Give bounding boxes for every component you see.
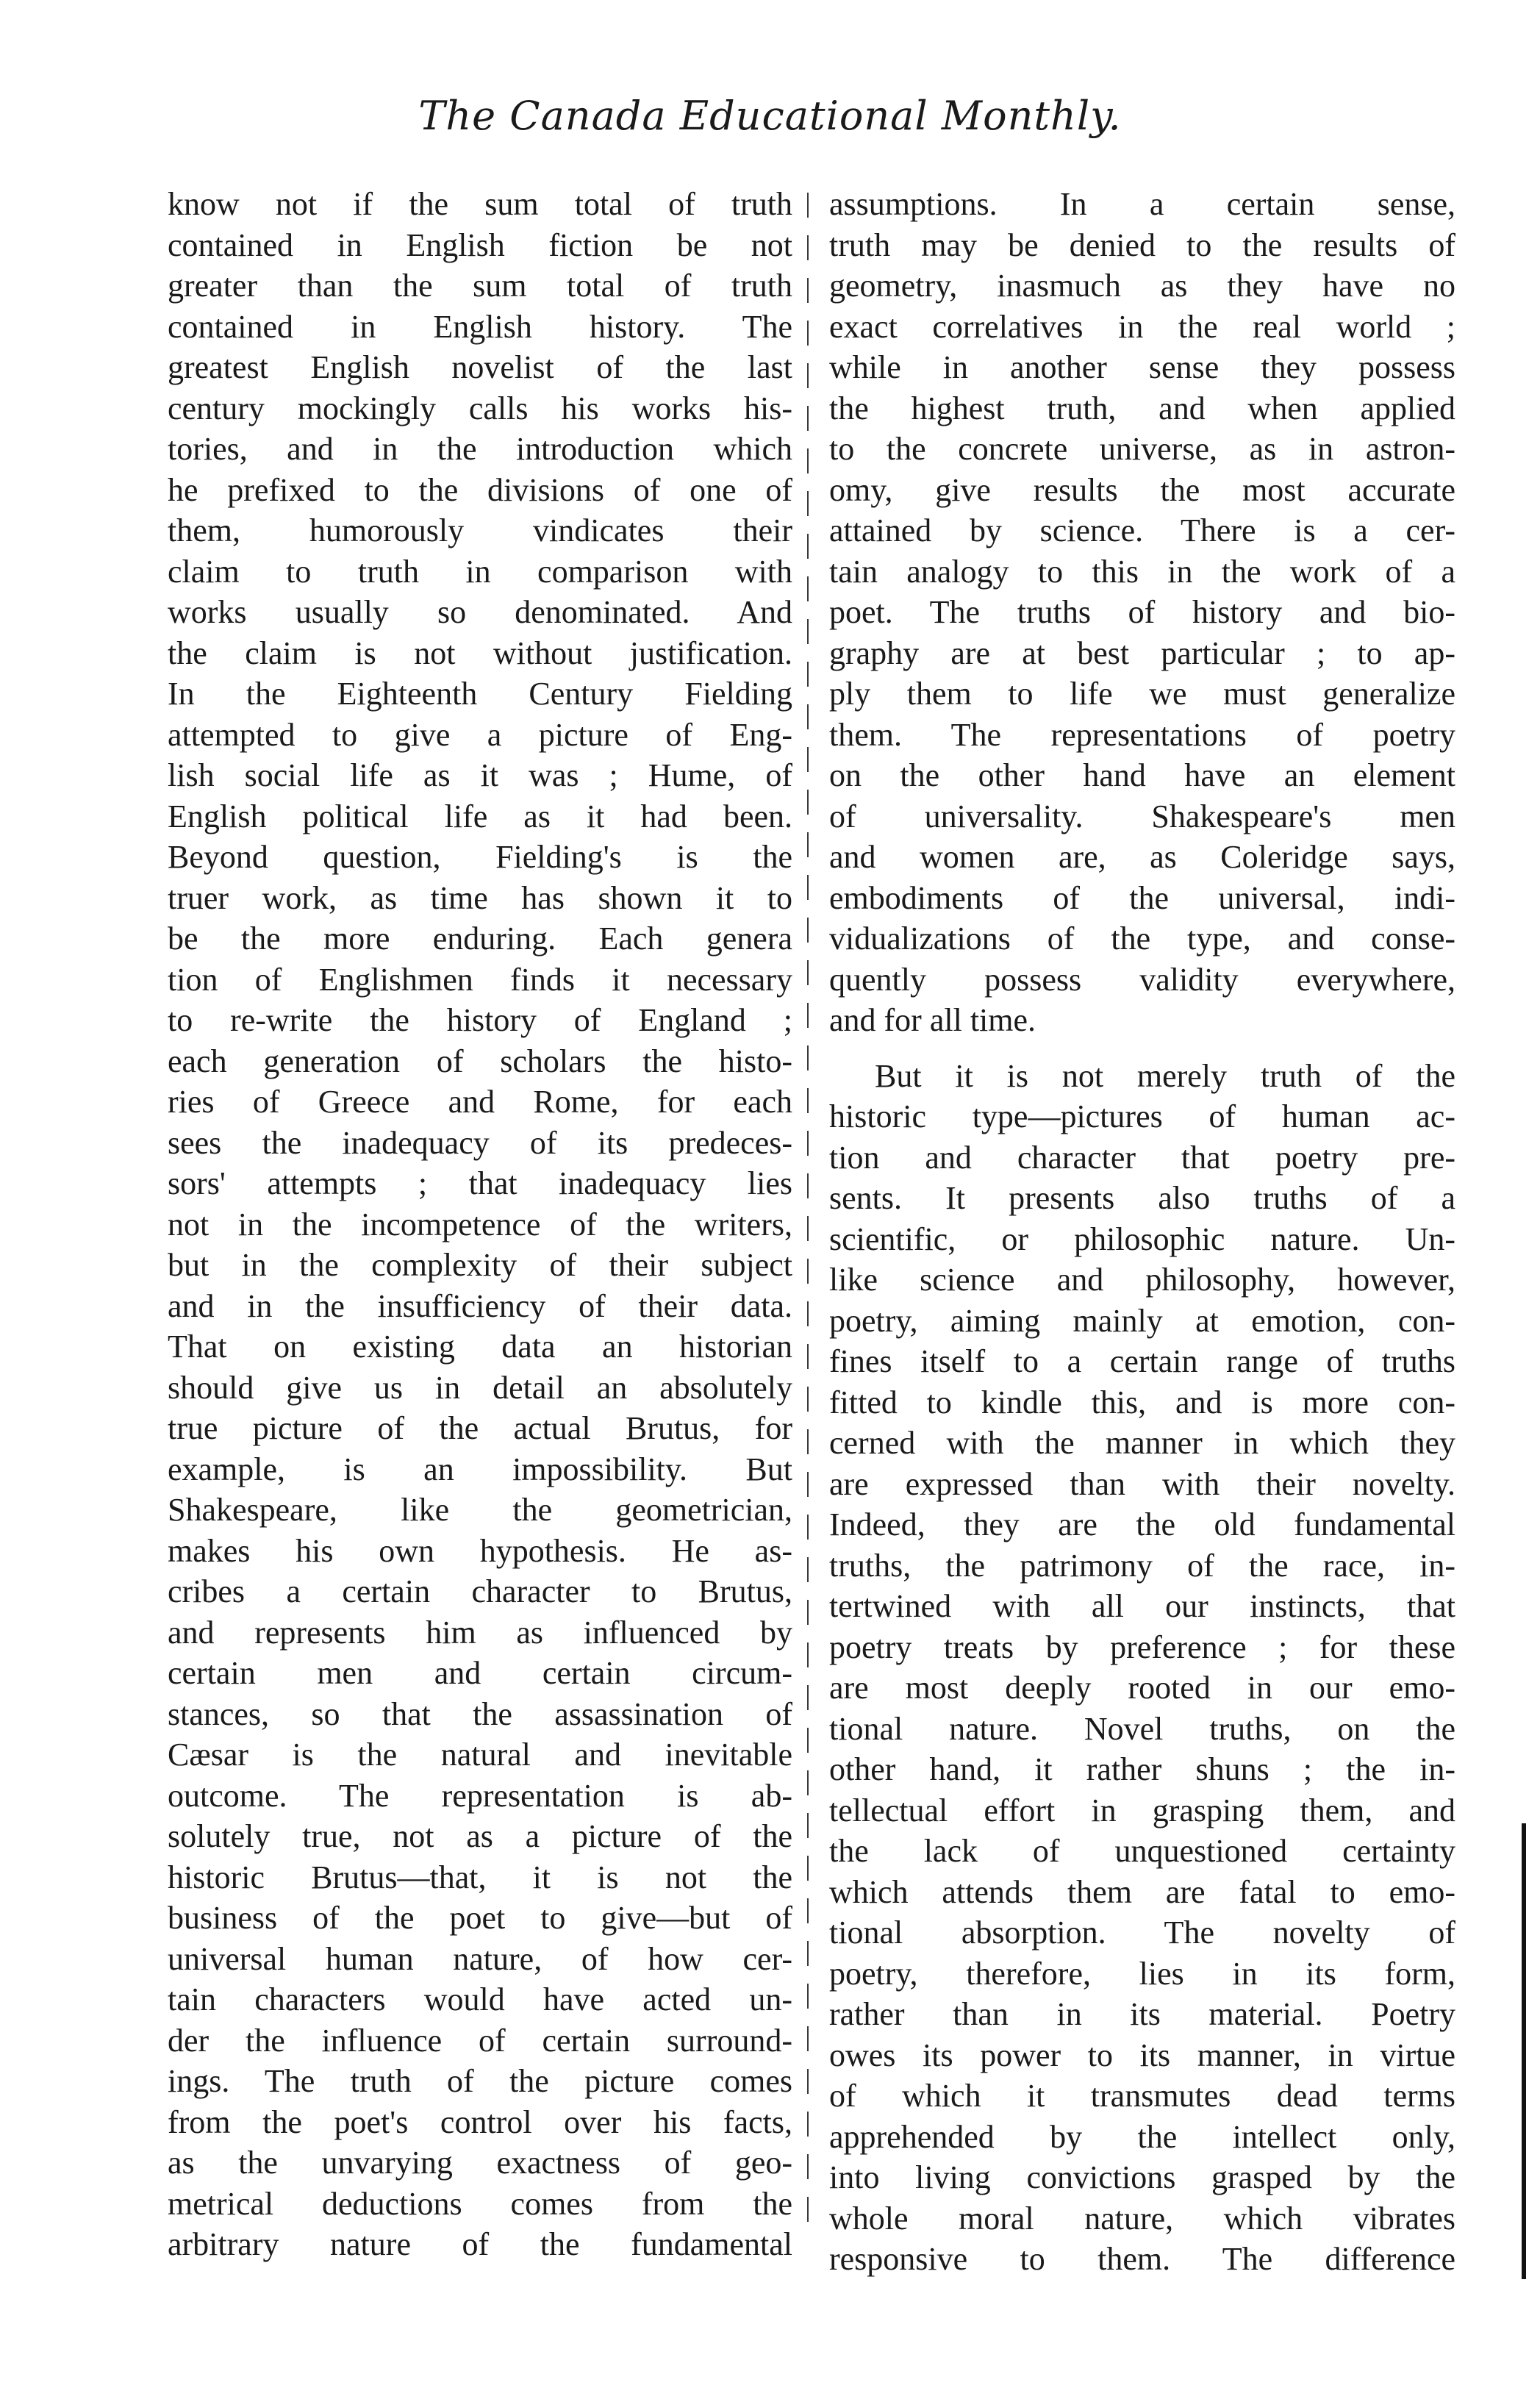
text-line: arbitrary nature of the fundamental xyxy=(168,2226,792,2262)
text-line: greater than the sum total of truth xyxy=(168,268,792,304)
text-line: know not if the sum total of truth xyxy=(168,186,792,222)
text-line: not in the incompetence of the writers, xyxy=(168,1206,792,1243)
paragraph-spacer xyxy=(829,1041,1455,1056)
text-line: on the other hand have an element xyxy=(829,757,1455,793)
text-line: fines itself to a certain range of truths xyxy=(829,1343,1455,1379)
paragraph xyxy=(829,1056,1455,2280)
text-line: are expressed than with their novelty. xyxy=(829,1465,1455,1502)
text-line: Beyond question, Fielding's is the xyxy=(168,839,792,875)
text-line: example, is an impossibility. But xyxy=(168,1451,792,1487)
text-line: historic type—pictures of human ac- xyxy=(829,1098,1455,1134)
text-line: graphy are at best particular ; to ap- xyxy=(829,634,1455,671)
text-line: he prefixed to the divisions of one of xyxy=(168,471,792,508)
text-line: of which it transmutes dead terms xyxy=(829,2078,1455,2114)
text-line: owes its power to its manner, in virtue xyxy=(829,2037,1455,2073)
text-line: tertwined with all our instincts, that xyxy=(829,1588,1455,1624)
text-line: poetry, aiming mainly at emotion, con- xyxy=(829,1302,1455,1339)
right-text-column xyxy=(829,184,1455,2280)
text-line: makes his own hypothesis. He as- xyxy=(168,1532,792,1569)
running-head-title: The Canada Educational Monthly. xyxy=(418,93,1122,139)
text-line: the lack of unquestioned certainty xyxy=(829,1833,1455,1869)
text-line: tories, and in the introduction which xyxy=(168,431,792,467)
text-line: ply them to life we must generalize xyxy=(829,676,1455,712)
text-line: truths, the patrimony of the race, in- xyxy=(829,1547,1455,1584)
text-line: and for all time. xyxy=(829,1002,1036,1038)
left-text-column xyxy=(168,184,792,2265)
text-line: historic Brutus—that, it is not the xyxy=(168,1859,792,1895)
text-line: while in another sense they possess xyxy=(829,349,1455,385)
text-line: business of the poet to give—but of xyxy=(168,1900,792,1936)
text-line: attempted to give a picture of Eng- xyxy=(168,716,792,753)
text-line: poet. The truths of history and bio- xyxy=(829,594,1455,630)
text-line: each generation of scholars the histo- xyxy=(168,1043,792,1079)
text-line: sents. It presents also truths of a xyxy=(829,1180,1455,1216)
text-line: Cæsar is the natural and inevitable xyxy=(168,1737,792,1773)
scan-edge-mark xyxy=(1522,1823,1526,2279)
text-line: tional nature. Novel truths, on the xyxy=(829,1710,1455,1747)
text-line: greatest English novelist of the last xyxy=(168,349,792,385)
text-line: lish social life as it was ; Hume, of xyxy=(168,757,792,793)
text-line: them, humorously vindicates their xyxy=(168,512,792,548)
text-line: poetry treats by preference ; for these xyxy=(829,1628,1455,1665)
text-line: whole moral nature, which vibrates xyxy=(829,2200,1455,2237)
text-line: contained in English history. The xyxy=(168,308,792,345)
text-line: tion and character that poetry pre- xyxy=(829,1139,1455,1176)
text-line: responsive to them. The difference xyxy=(829,2241,1455,2277)
text-line: metrical deductions comes from the xyxy=(168,2185,792,2222)
text-line: English political life as it had been. xyxy=(168,798,792,834)
text-line: should give us in detail an absolutely xyxy=(168,1369,792,1406)
text-line: of universality. Shakespeare's men xyxy=(829,798,1455,834)
text-line: as the unvarying exactness of geo- xyxy=(168,2145,792,2181)
text-line: them. The representations of poetry xyxy=(829,716,1455,753)
text-line: be the more enduring. Each genera xyxy=(168,920,792,957)
paragraph xyxy=(829,184,1455,1041)
column-divider xyxy=(807,193,809,2222)
text-line: attained by science. There is a cer- xyxy=(829,512,1455,548)
text-line: tellectual effort in grasping them, and xyxy=(829,1792,1455,1828)
text-line: In the Eighteenth Century Fielding xyxy=(168,676,792,712)
text-line: assumptions. In a certain sense, xyxy=(829,186,1455,222)
text-line: geometry, inasmuch as they have no xyxy=(829,268,1455,304)
text-line: solutely true, not as a picture of the xyxy=(168,1818,792,1854)
text-line: the claim is not without justification. xyxy=(168,634,792,671)
text-line: quently possess validity everywhere, xyxy=(829,961,1455,998)
text-line: sors' attempts ; that inadequacy lies xyxy=(168,1165,792,1201)
text-line: to re-write the history of England ; xyxy=(168,1002,792,1038)
text-line: embodiments of the universal, indi- xyxy=(829,879,1455,916)
text-line: and women are, as Coleridge says, xyxy=(829,839,1455,875)
text-line: tain characters would have acted un- xyxy=(168,1981,792,2017)
text-line: and represents him as influenced by xyxy=(168,1614,792,1651)
text-line: into living convictions grasped by the xyxy=(829,2159,1455,2195)
text-line: century mockingly calls his works his- xyxy=(168,390,792,426)
text-line: but in the complexity of their subject xyxy=(168,1247,792,1283)
text-line: works usually so denominated. And xyxy=(168,594,792,630)
text-line: Indeed, they are the old fundamental xyxy=(829,1506,1455,1542)
text-line: are most deeply rooted in our emo- xyxy=(829,1670,1455,1706)
text-line: cerned with the manner in which they xyxy=(829,1425,1455,1461)
text-line: But it is not merely truth of the xyxy=(875,1057,1455,1094)
text-line: ings. The truth of the picture comes xyxy=(168,2063,792,2099)
text-line: to the concrete universe, as in astron- xyxy=(829,431,1455,467)
text-line: der the influence of certain surround- xyxy=(168,2022,792,2059)
text-line: poetry, therefore, lies in its form, xyxy=(829,1955,1455,1992)
text-line: like science and philosophy, however, xyxy=(829,1262,1455,1298)
text-line: from the poet's control over his facts, xyxy=(168,2103,792,2140)
text-line: the highest truth, and when applied xyxy=(829,390,1455,426)
text-line: vidualizations of the type, and conse- xyxy=(829,920,1455,957)
text-line: truer work, as time has shown it to xyxy=(168,879,792,916)
text-line: sees the inadequacy of its predeces- xyxy=(168,1124,792,1161)
text-line: rather than in its material. Poetry xyxy=(829,1996,1455,2032)
text-line: cribes a certain character to Brutus, xyxy=(168,1573,792,1609)
text-line: stances, so that the assassination of xyxy=(168,1695,792,1732)
text-line: outcome. The representation is ab- xyxy=(168,1777,792,1814)
text-line: claim to truth in comparison with xyxy=(168,553,792,590)
text-line: apprehended by the intellect only, xyxy=(829,2118,1455,2155)
text-line: universal human nature, of how cer- xyxy=(168,1940,792,1977)
text-line: tain analogy to this in the work of a xyxy=(829,553,1455,590)
text-line: other hand, it rather shuns ; the in- xyxy=(829,1751,1455,1787)
text-line: omy, give results the most accurate xyxy=(829,471,1455,508)
text-line: Shakespeare, like the geometrician, xyxy=(168,1492,792,1528)
text-line: That on existing data an historian xyxy=(168,1329,792,1365)
text-line: tion of Englishmen finds it necessary xyxy=(168,961,792,998)
text-line: exact correlatives in the real world ; xyxy=(829,308,1455,345)
text-line: fitted to kindle this, and is more con- xyxy=(829,1384,1455,1420)
text-line: tional absorption. The novelty of xyxy=(829,1914,1455,1951)
text-line: which attends them are fatal to emo- xyxy=(829,1873,1455,1910)
text-line: scientific, or philosophic nature. Un- xyxy=(829,1220,1455,1257)
text-line: true picture of the actual Brutus, for xyxy=(168,1410,792,1446)
text-line: truth may be denied to the results of xyxy=(829,226,1455,263)
text-line: and in the insufficiency of their data. xyxy=(168,1287,792,1324)
text-line: ries of Greece and Rome, for each xyxy=(168,1084,792,1120)
text-line: contained in English fiction be not xyxy=(168,226,792,263)
text-line: certain men and certain circum- xyxy=(168,1655,792,1691)
